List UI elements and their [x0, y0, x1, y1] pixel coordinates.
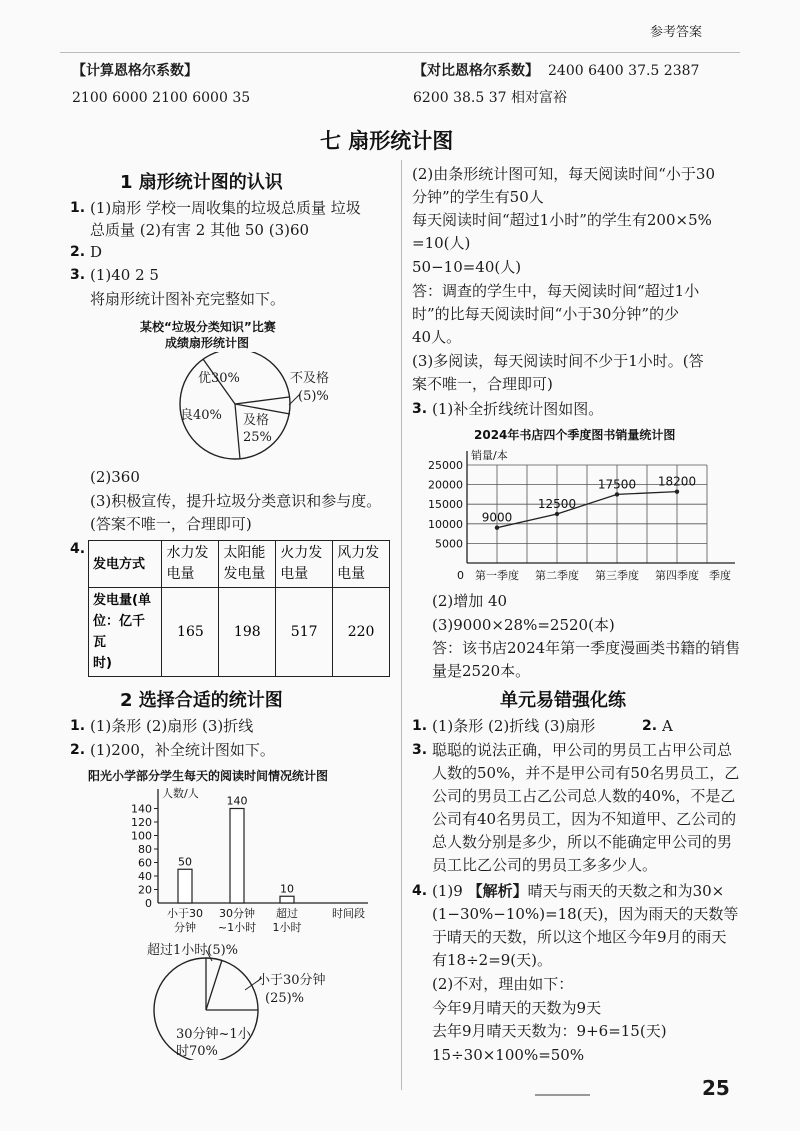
u-q4-l1b: 【解析】 [467, 882, 528, 900]
bar-value-label: 10 [280, 882, 294, 896]
line-category-label: 第三季度 [595, 569, 639, 582]
hydro-value: 165 [162, 588, 219, 677]
page-number: 25 [702, 1076, 730, 1100]
hydro-header-b: 电量 [166, 566, 195, 582]
bar-category-label-2: ~1小时 [217, 921, 257, 934]
section2-title: 2 选择合适的统计图 [120, 690, 283, 711]
bar [178, 869, 192, 903]
line-value-label: 12500 [537, 497, 577, 511]
u-q2-answer: A [662, 717, 673, 735]
line-origin-label: 0 [457, 569, 464, 582]
q1-number: 1. [70, 200, 86, 216]
line-point [555, 512, 559, 516]
u-q3-l5: 总人数分别是多少，所以不能确定甲公司的男 [432, 833, 733, 851]
line-category-label: 第四季度 [655, 569, 699, 582]
right-header-values-1: 2400 6400 37.5 2387 [548, 63, 700, 79]
u-q4-l6: 今年9月晴天的天数为9天 [432, 999, 602, 1017]
u-q2-number: 2. [642, 718, 658, 734]
bar-ytick-label: 100 [131, 829, 152, 843]
pie1-title-line2: 成绩扇形统计图 [165, 336, 250, 350]
u-q4-l2: (1−30%−10%)=18(天)，因为雨天的天数等 [432, 905, 739, 923]
power-table-value-row [89, 588, 390, 677]
pie2-label-mid-1: 30分钟~1小 [176, 1027, 251, 1042]
pie2-divider-over [206, 960, 222, 1010]
pie2-label-under-2: (25)% [265, 991, 305, 1006]
r-a2: (2)增加 40 [432, 592, 508, 610]
header-method-text: 发电方式 [93, 556, 146, 572]
bar-category-label: 超过 [276, 907, 298, 920]
power-table [88, 540, 390, 677]
pie1-label-fail-2: (5)% [298, 389, 329, 404]
s1-q3-line4: (3)积极宣传，提升垃圾分类意识和参与度。 [90, 492, 382, 510]
s1-q3-line2: 将扇形统计图补充完整如下。 [90, 290, 286, 308]
wind-header-b: 电量 [337, 566, 366, 582]
bar-category-label: 30分钟 [219, 907, 255, 920]
u-q3-l4: 公司有40名男员工，因为不知道甲、乙公司的 [432, 810, 737, 828]
pie1-divider-fail-top [235, 397, 289, 404]
s1-q3-line1: (1)40 2 5 [90, 266, 159, 284]
left-header-label: 【计算恩格尔系数】 [72, 63, 198, 79]
s2-q2-answer: (1)200，补全统计图如下。 [90, 741, 275, 759]
thermal-header-a: 火力发 [280, 545, 323, 561]
pie2-label-under-1: 小于30分钟 [257, 973, 326, 988]
pie2-label-over: 超过1小时(5)% [147, 943, 239, 958]
row-label-b: 位：亿千瓦 [93, 614, 146, 650]
row-label-a: 发电量(单 [93, 593, 151, 608]
bar-value-label: 50 [178, 855, 192, 869]
q4-number: 4. [70, 541, 86, 557]
r-line2: 分钟”的学生有50人 [412, 188, 544, 206]
u-q4-number: 4. [412, 883, 428, 899]
line-x-label: 季度 [709, 569, 731, 582]
bar-category-label: 小于30 [167, 907, 203, 920]
line-ytick-label: 5000 [435, 537, 463, 551]
r-line3: 每天阅读时间“超过1小时”的学生有200×5% [412, 211, 712, 229]
line-ytick-label: 25000 [428, 459, 463, 472]
bar-ytick-label: 120 [131, 816, 152, 829]
bar-chart [120, 785, 380, 945]
s1-q3-line5: (答案不唯一，合理即可) [90, 515, 252, 533]
pie1-title-line1: 某校“垃圾分类知识”比赛 [140, 320, 276, 334]
thermal-header-b: 电量 [280, 566, 309, 582]
r-line7: 时”的比每天阅读时间“小于30分钟”的少 [412, 305, 680, 323]
r-line5: 50−10=40(人) [412, 258, 522, 276]
pie1-label-pass-2: 25% [243, 430, 272, 445]
q3-number: 3. [70, 267, 86, 283]
power-table-header-row [89, 541, 390, 588]
line-chart-title: 2024年书店四个季度图书销量统计图 [474, 428, 676, 442]
power-table-header-hydro [162, 541, 219, 588]
u-q4-l1c: 晴天与雨天的天数之和为30× [527, 882, 725, 900]
bar-y-label: 人数/人 [162, 787, 199, 800]
wind-header-a: 风力发 [337, 545, 380, 561]
u-q3-l1: 聪聪的说法正确，甲公司的男员工占甲公司总 [432, 741, 733, 759]
u-q3-l6: 员工比乙公司的男员工多多少人。 [432, 856, 658, 874]
column-divider [401, 160, 402, 1090]
line-value-label: 9000 [481, 510, 513, 525]
line-point [675, 489, 679, 493]
s2-q2-number: 2. [70, 742, 86, 758]
s1-q2-answer: D [90, 243, 103, 261]
pie1-label-good: 优30% [198, 371, 240, 386]
s2-q1-answer: (1)条形 (2)扇形 (3)折线 [90, 717, 254, 735]
r-q3-number: 3. [412, 401, 428, 417]
power-table-header-method [89, 541, 162, 588]
bar-ytick-label: 60 [138, 856, 152, 870]
q2-number: 2. [70, 244, 86, 260]
bar-ytick-label: 140 [131, 802, 152, 816]
line-y-label: 销量/本 [471, 449, 508, 462]
pie1-label-fine: 良40% [180, 408, 222, 423]
pie1-divider-pass [235, 404, 240, 459]
u-q3-l2: 人数的50%，并不是甲公司有50名男员工，乙 [432, 764, 740, 782]
left-header-values: 2100 6000 2100 6000 35 [72, 90, 251, 106]
bar-category-label-2: 1小时 [272, 921, 302, 934]
line-value-label: 18200 [657, 474, 697, 489]
bar-category-label-2: 分钟 [174, 921, 196, 934]
u-q4-l4: 有18÷2=9(天)。 [432, 951, 553, 969]
r-a3: (3)9000×28%=2520(本) [432, 616, 615, 634]
solar-header-a: 太阳能 [223, 545, 266, 561]
r-line1: (2)由条形统计图可知，每天阅读时间“小于30 [412, 165, 716, 183]
chapter-title: 七 扇形统计图 [320, 129, 454, 153]
footer-mark [535, 1094, 590, 1096]
power-table-header-wind [333, 541, 390, 588]
line-point [495, 526, 499, 530]
hydro-header-a: 水力发 [166, 545, 209, 561]
power-table-header-thermal [276, 541, 333, 588]
line-category-label: 第二季度 [535, 569, 579, 582]
r-line6: 答：调查的学生中，每天阅读时间“超过1小 [412, 282, 700, 300]
line-point [615, 492, 619, 496]
right-header-label: 【对比恩格尔系数】 [413, 63, 539, 79]
bar-ytick-label: 0 [145, 897, 152, 910]
s2-q1-number: 1. [70, 718, 86, 734]
bar-ytick-label: 20 [138, 883, 152, 897]
bar-chart-title: 阳光小学部分学生每天的阅读时间情况统计图 [88, 769, 329, 783]
bar-value-label: 140 [226, 794, 248, 808]
u-q1-number: 1. [412, 718, 428, 734]
r-line9: (3)多阅读，每天阅读时间不少于1小时。(答 [412, 352, 704, 370]
bar-ytick-label: 80 [138, 843, 152, 856]
pie1-label-pass-1: 及格 [243, 413, 270, 428]
header-rule [60, 52, 740, 53]
bar [230, 809, 244, 904]
line-value-label: 17500 [597, 477, 637, 492]
line-category-label: 第一季度 [475, 569, 519, 582]
u-q4-l1 [432, 880, 724, 902]
u-q1-answer: (1)条形 (2)折线 (3)扇形 [432, 717, 596, 735]
pie1-label-fail-1: 不及格 [290, 371, 330, 386]
u-q3-number: 3. [412, 742, 428, 758]
r-line4: =10(人) [412, 234, 471, 252]
bar-x-label: 时间段 [332, 907, 365, 920]
r-line8: 40人。 [412, 328, 462, 346]
line-ytick-label: 10000 [428, 517, 463, 531]
bar [280, 896, 294, 903]
r-a4: 答：该书店2024年第一季度漫画类书籍的销售 [432, 639, 741, 657]
thermal-value: 517 [276, 588, 333, 677]
r-line10: 案不唯一，合理即可) [412, 375, 553, 393]
s1-q1-line2: 总质量 (2)有害 2 其他 50 (3)60 [90, 221, 310, 239]
s1-q1-line1: (1)扇形 学校一周收集的垃圾总质量 垃圾 [90, 199, 361, 217]
r-q3-text: (1)补全折线统计图如图。 [432, 400, 604, 418]
section1-title: 1 扇形统计图的认识 [120, 172, 283, 193]
line-ytick-label: 15000 [428, 498, 463, 512]
pie2-label-mid-2: 时70% [176, 1044, 218, 1059]
s1-q3-line3: (2)360 [90, 468, 140, 486]
line-chart [415, 445, 745, 590]
power-table-row-label [89, 588, 162, 677]
row-label-c: 时) [93, 656, 112, 671]
r-a5: 量是2520本。 [432, 662, 531, 680]
unit-title: 单元易错强化练 [500, 690, 626, 711]
u-q4-l5: (2)不对，理由如下： [432, 975, 574, 993]
line-ytick-label: 20000 [428, 478, 463, 492]
u-q3-l3: 公司的男员工占乙公司总人数的40%，不是乙 [432, 787, 736, 805]
wind-value: 220 [333, 588, 390, 677]
right-header-values-2: 6200 38.5 37 相对富裕 [413, 90, 567, 106]
bar-ytick-label: 40 [138, 870, 152, 883]
answer-tag: 参考答案 [650, 25, 703, 40]
power-table-header-solar [219, 541, 276, 588]
solar-header-b: 发电量 [223, 566, 266, 582]
solar-value: 198 [219, 588, 276, 677]
u-q4-l3: 于晴天的天数，所以这个地区今年9月的雨天 [432, 928, 727, 946]
u-q4-l8: 15÷30×100%=50% [432, 1046, 585, 1064]
u-q4-l7: 去年9月晴天天数为：9+6=15(天) [432, 1022, 667, 1040]
u-q4-l1a: (1)9 [432, 882, 468, 900]
